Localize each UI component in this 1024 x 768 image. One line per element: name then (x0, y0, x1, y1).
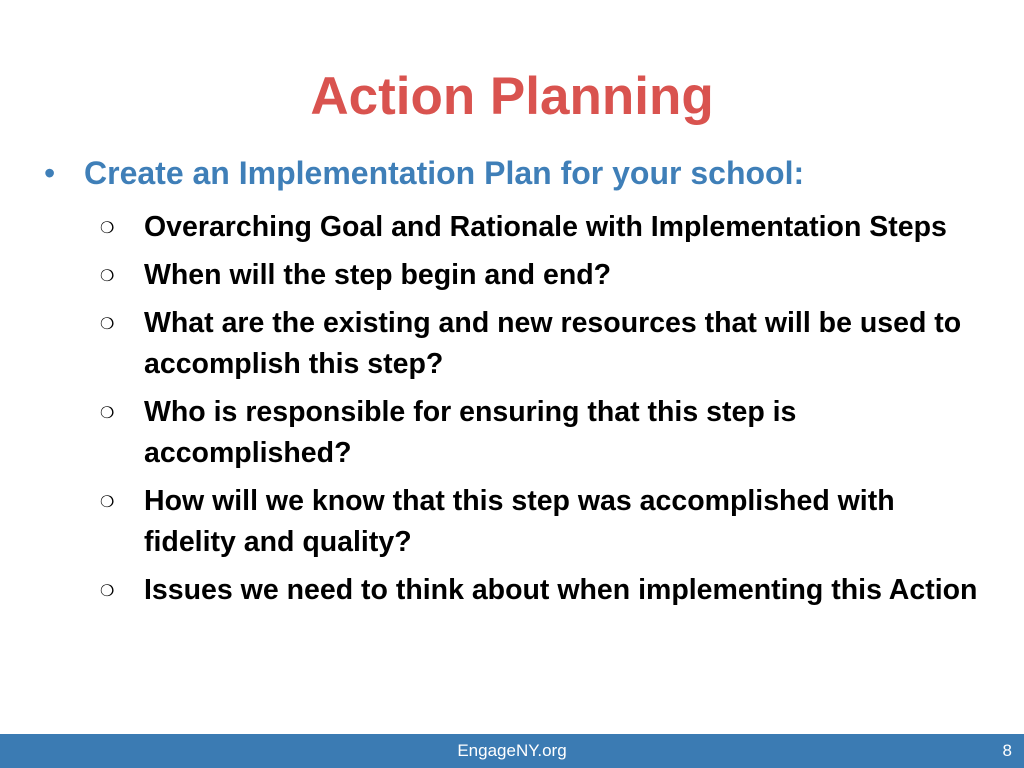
list-item-text: Overarching Goal and Rationale with Implementation Steps (144, 211, 947, 243)
list-item-text: Who is responsible for ensuring that this step is accomplished? (144, 396, 797, 469)
list-item-text: What are the existing and new resources that will be used to accomplish this step? (144, 307, 962, 380)
list-item-text: How will we know that this step was accomplished with fidelity and quality? (144, 485, 895, 558)
list-item-text: Issues we need to think about when implementing this Action (144, 574, 978, 606)
list-item (96, 481, 986, 563)
circle-bullet-icon: ❍ (100, 218, 115, 237)
list-item (96, 207, 986, 248)
circle-bullet-icon: ❍ (100, 492, 115, 511)
page-number: 8 (1002, 741, 1012, 760)
circle-bullet-icon: ❍ (100, 266, 115, 285)
subitem-list (96, 207, 986, 618)
bullet-icon: • (44, 155, 56, 191)
slide-title: Action Planning (310, 67, 714, 126)
main-bullet (44, 152, 804, 194)
list-item (96, 570, 986, 611)
list-item-text: When will the step begin and end? (144, 259, 612, 291)
circle-bullet-icon: ❍ (100, 581, 115, 600)
footer-site-label: EngageNY.org (457, 741, 567, 760)
main-bullet-text: Create an Implementation Plan for your school: (84, 155, 805, 191)
list-item (96, 255, 986, 296)
list-item (96, 392, 986, 474)
circle-bullet-icon: ❍ (100, 314, 115, 333)
footer-bar (0, 734, 1024, 768)
list-item (96, 303, 986, 385)
circle-bullet-icon: ❍ (100, 403, 115, 422)
